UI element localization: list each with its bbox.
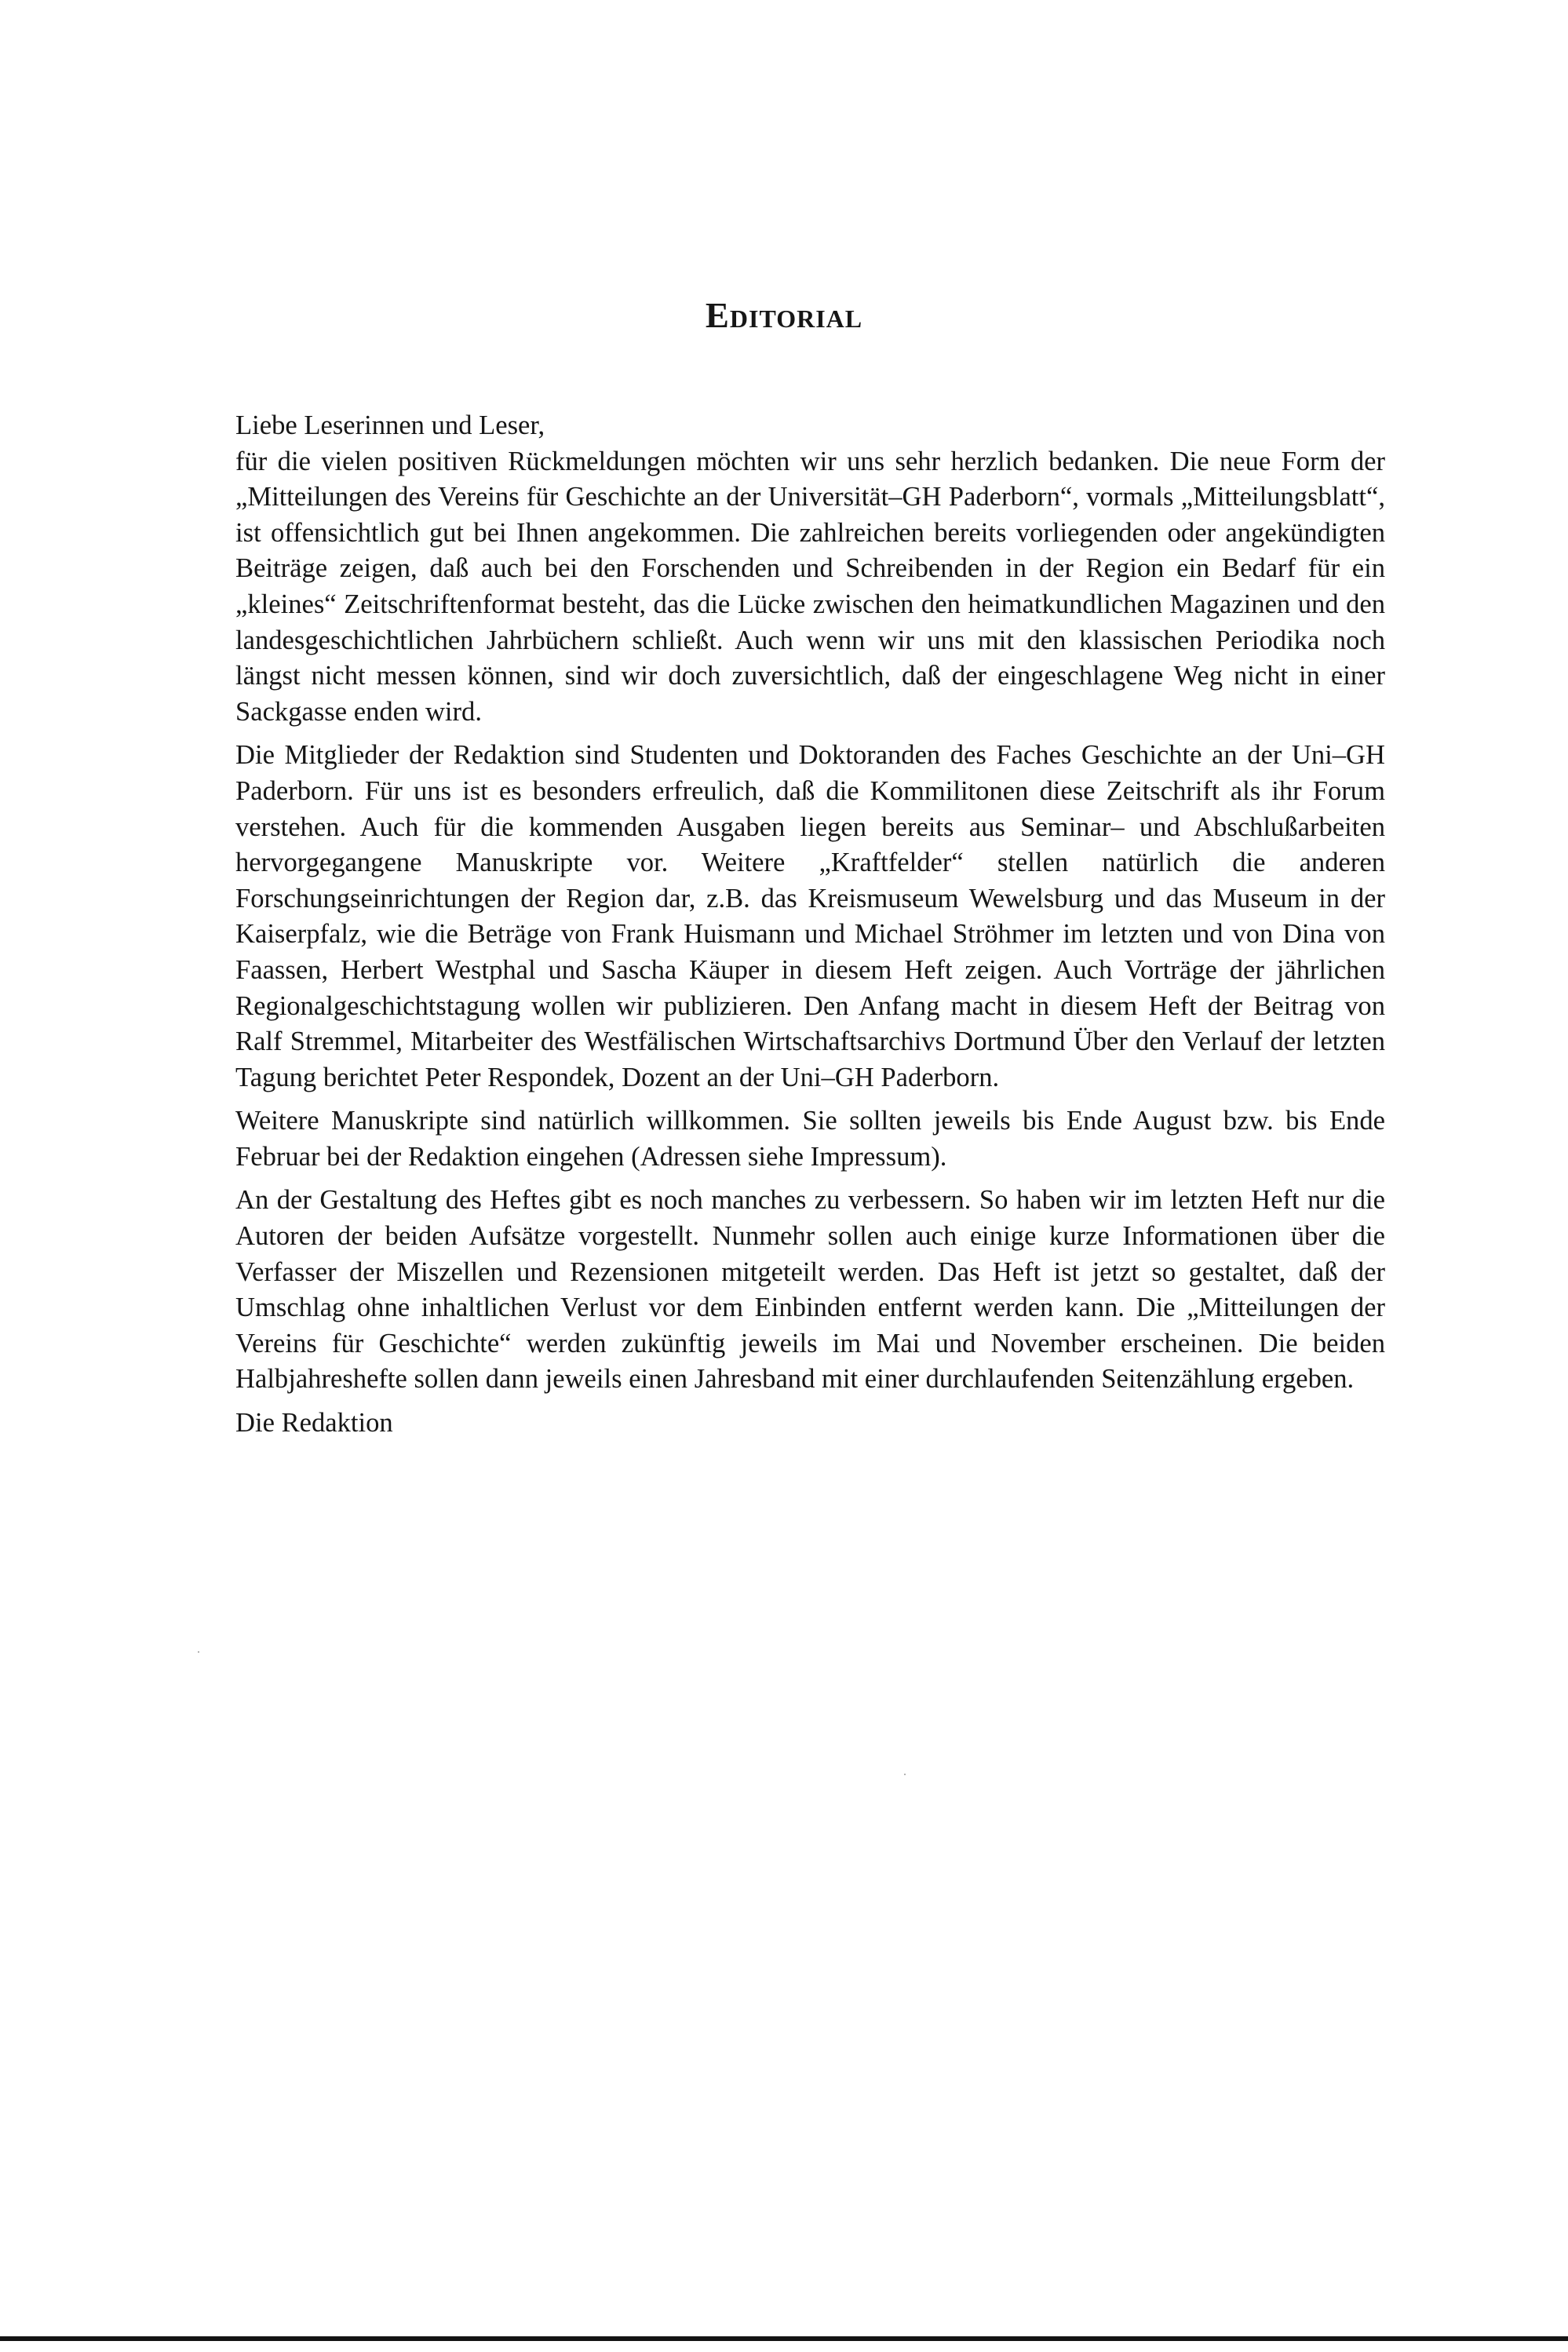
- paragraph-submissions: Weitere Manuskripte sind natürlich willkommen. Sie sollten jeweils bis Ende August bzw. bis Ende Februar bei der Redaktion eingehen (Adressen siehe Impressum).: [235, 1106, 1385, 1172]
- paragraph-editorial-team: Die Mitglieder der Redaktion sind Studenten und Doktoranden des Faches Geschichte an der Uni–GH Paderborn. Für uns ist es besonders erfreulich, daß die Kommilitonen diese Zeitschrift als ihr Forum verstehen. Auch für die kommenden Ausgaben liegen bereits aus Seminar– und Abschlußarbeiten hervorgegangene Manuskripte vor. Weitere „Kraftfelder“ stellen natürlich die anderen Forschungseinrichtungen der Region dar, z.B. das Kreismuseum Wewelsburg und das Museum in der Kaiserpfalz, wie die Beträge von Frank Huismann und Michael Ströhmer im letzten und von Dina von Faassen, Herbert Westphal und Sascha Käuper in diesem Heft zeigen. Auch Vorträge der jährlichen Regionalgeschichtstagung wollen wir publizieren. Den Anfang macht in diesem Heft der Beitrag von Ralf Stremmel, Mitarbeiter des Westfälischen Wirtschaftsarchivs Dortmund Über den Verlauf der letzten Tagung berichtet Peter Respondek, Dozent an der Uni–GH Paderborn.: [235, 740, 1385, 1092]
- signature: Die Redaktion: [235, 1408, 393, 1439]
- greeting: Liebe Leserinnen und Leser,: [235, 410, 545, 440]
- scan-speck: [198, 1651, 199, 1653]
- scan-speck: [904, 1774, 906, 1775]
- paragraph-layout: An der Gestaltung des Heftes gibt es noch manches zu verbessern. So haben wir im letzten Heft nur die Autoren der beiden Aufsätze vorgestellt. Nunmehr sollen auch einige kurze Informationen über die Verfasser der Miszellen und Rezensionen mitgeteilt werden. Das Heft ist jetzt so gestaltet, daß der Umschlag ohne inhaltlichen Verlust vor dem Einbinden entfernt werden kann. Die „Mitteilungen der Vereins für Geschichte“ werden zukünftig jeweils im Mai und November erscheinen. Die beiden Halbjahreshefte sollen dann jeweils einen Jahresband mit einer durchlaufenden Seitenzählung ergeben.: [235, 1185, 1385, 1395]
- paragraph-thanks: für die vielen positiven Rückmeldungen möchten wir uns sehr herzlich bedanken. Die neue Form der „Mitteilungen des Vereins für Geschichte an der Universität–GH Paderborn“, vormals „Mitteilungsblatt“, ist offensichtlich gut bei Ihnen angekommen. Die zahlreichen bereits vorliegenden oder angekündigten Beiträge zeigen, daß auch bei den Forschenden und Schreibenden in der Region ein Bedarf für ein „kleines“ Zeitschriftenformat besteht, das die Lücke zwischen den heimatkundlichen Magazinen und den landesgeschichtlichen Jahrbüchern schließt. Auch wenn wir uns mit den klassischen Periodika noch längst nicht messen können, sind wir doch zuversichtlich, daß der eingeschlagene Weg nicht in einer Sackgasse enden wird.: [235, 446, 1385, 727]
- page-title: Editorial: [705, 296, 863, 335]
- bottom-rule: [0, 2336, 1568, 2341]
- editorial-body: [235, 408, 1385, 1442]
